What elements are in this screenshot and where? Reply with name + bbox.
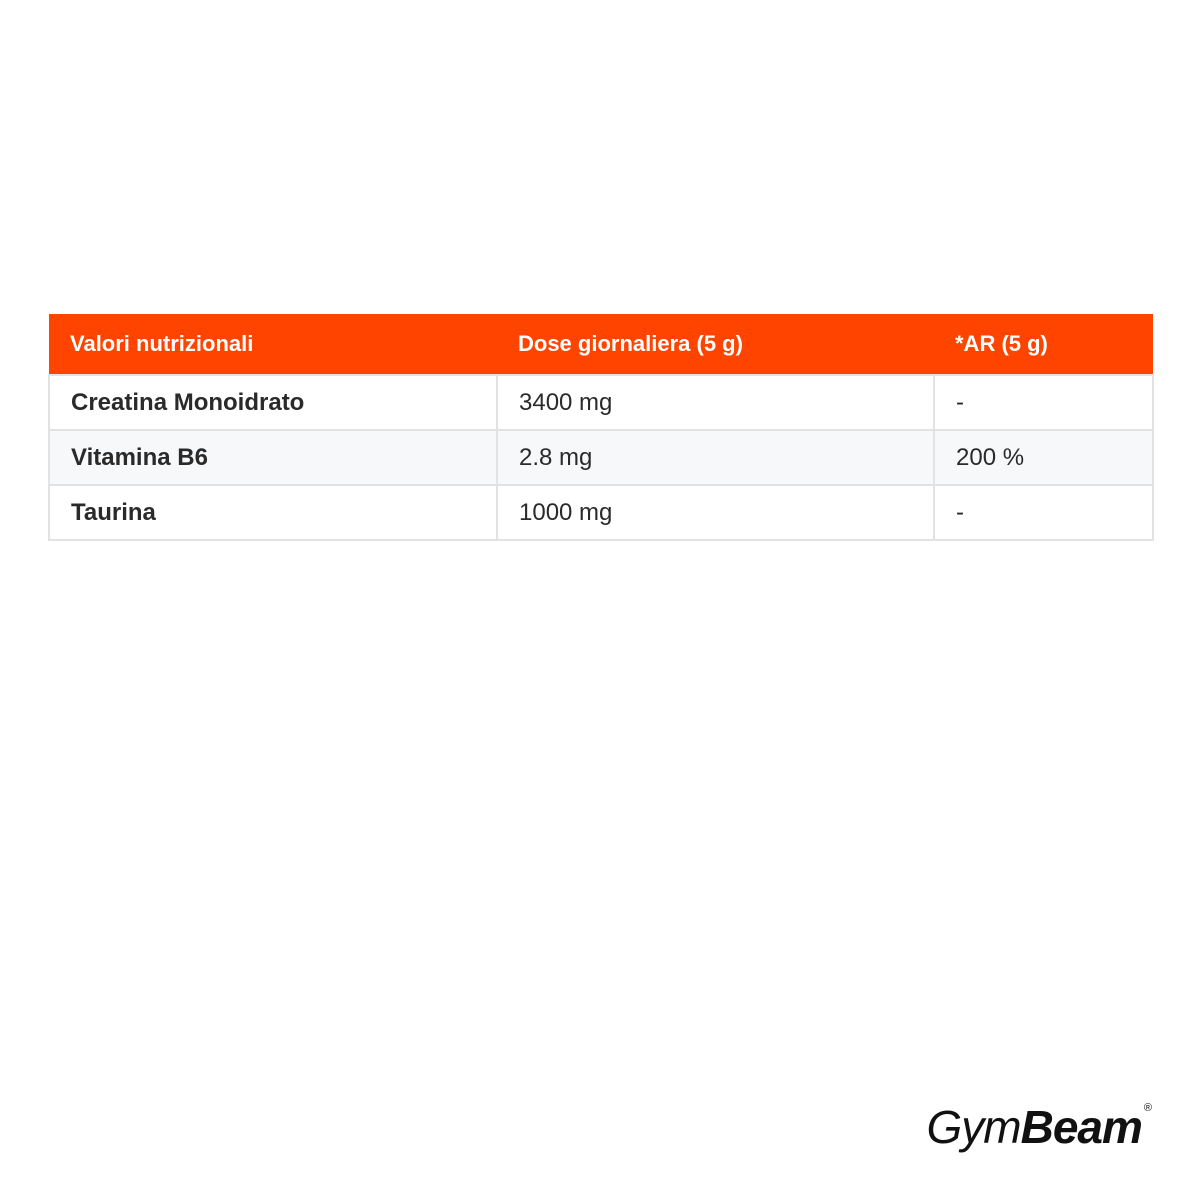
table-row <box>49 375 1153 430</box>
nutrient-name: Vitamina B6 <box>49 430 497 485</box>
nutrient-daily-dose: 1000 mg <box>497 485 934 540</box>
logo-text-bold: Beam <box>1020 1101 1142 1153</box>
nutrient-reference-intake: 200 % <box>934 430 1153 485</box>
nutrient-reference-intake: - <box>934 375 1153 430</box>
nutrition-table <box>48 314 1154 541</box>
table-row <box>49 430 1153 485</box>
nutrient-reference-intake: - <box>934 485 1153 540</box>
nutrient-daily-dose: 2.8 mg <box>497 430 934 485</box>
header-nutritional-values: Valori nutrizionali <box>49 314 497 375</box>
nutrient-name: Taurina <box>49 485 497 540</box>
table-header-row <box>49 314 1153 375</box>
header-daily-dose: Dose giornaliera (5 g) <box>497 314 934 375</box>
gymbeam-logo <box>926 1100 1152 1152</box>
table-row <box>49 485 1153 540</box>
registered-mark: ® <box>1143 1102 1152 1114</box>
header-reference-intake: *AR (5 g) <box>934 314 1153 375</box>
nutrient-daily-dose: 3400 mg <box>497 375 934 430</box>
nutrient-name: Creatina Monoidrato <box>49 375 497 430</box>
logo-text-light: Gym <box>926 1101 1021 1153</box>
